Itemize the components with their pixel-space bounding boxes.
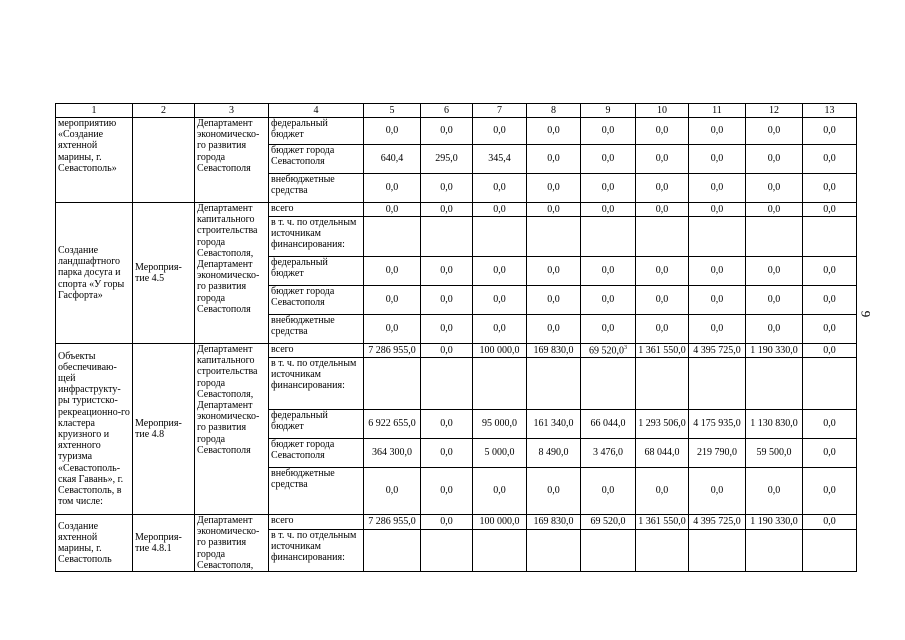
value-cell [473,358,527,410]
value-text: 0,0 [547,125,560,137]
value-text: 0,0 [655,323,669,335]
value-text: 0,0 [601,485,615,497]
value-cell [527,358,581,410]
value-text: 0,0 [823,265,836,277]
value-text: 1 293 506,0 [638,418,686,430]
value-cell [689,286,746,315]
value-cell [527,286,581,315]
value-cell [803,118,857,145]
value-text: 0,0 [493,323,506,335]
value-cell [581,515,636,530]
value-cell [527,529,581,571]
funding-source-cell: федеральный бюджет [269,410,364,439]
value-text: 0,0 [823,323,836,335]
value-cell [636,358,689,410]
value-text: 345,4 [488,153,511,165]
value-text: 0,0 [655,125,669,137]
value-cell [803,145,857,174]
value-text: 0,0 [710,125,724,137]
value-cell [689,410,746,439]
value-cell [636,118,689,145]
value-cell [473,203,527,217]
value-cell [364,410,421,439]
value-text: 0,0 [823,447,836,459]
header-cell: 4 [269,104,364,118]
value-text: 6 922 655,0 [368,418,416,430]
value-cell [746,217,803,257]
value-cell [803,468,857,515]
value-cell [364,315,421,344]
object-name-cell: Создание яхтенной марины, г. Севастополь [56,515,133,572]
value-text: 0,0 [767,323,781,335]
value-cell [364,203,421,217]
header-cell: 5 [364,104,421,118]
value-cell [421,468,473,515]
value-text: 7 286 955,0 [368,516,416,528]
value-cell [803,257,857,286]
value-cell [421,315,473,344]
value-cell [527,439,581,468]
value-text: 0,0 [440,323,453,335]
value-cell [581,439,636,468]
value-cell [803,410,857,439]
value-text: 0,0 [767,294,781,306]
value-text: 1 190 330,0 [750,344,798,356]
value-text: 4 395 725,0 [693,344,741,356]
value-cell [421,439,473,468]
value-text: 69 520,0 [590,516,626,528]
value-text: 219 790,0 [697,447,737,459]
value-cell [689,515,746,530]
value-cell [364,257,421,286]
footnote-mark: 3 [624,344,627,351]
table-row [56,515,857,530]
value-text: 0,0 [601,323,615,335]
value-text: 0,0 [823,153,836,165]
value-cell [473,344,527,358]
value-cell [527,203,581,217]
value-cell [473,286,527,315]
value-cell [636,315,689,344]
value-text: 0,0 [601,125,615,137]
value-cell [636,203,689,217]
value-cell [689,344,746,358]
value-cell [803,217,857,257]
value-text: 0,0 [655,153,669,165]
value-text: 0,0 [601,265,615,277]
value-cell [421,344,473,358]
value-cell [689,529,746,571]
value-text: 0,0 [823,294,836,306]
value-text: 0,0 [547,265,560,277]
value-text: 0,0 [655,485,669,497]
value-cell [421,217,473,257]
funding-source-cell: в т. ч. по отдельным источникам финансирования: [269,358,364,410]
value-text: 59 500,0 [756,447,792,459]
value-cell [803,529,857,571]
value-cell [746,410,803,439]
measure-cell: Мероприя-тие 4.8.1 [133,515,195,572]
value-cell [527,217,581,257]
value-text: 66 044,0 [590,418,626,430]
value-cell [473,118,527,145]
value-text: 0,0 [823,344,836,356]
value-text: 0,0 [601,294,615,306]
value-cell [421,529,473,571]
value-text: 100 000,0 [479,516,520,528]
value-text: 0,0 [710,294,724,306]
funding-source-cell: внебюджетные средства [269,174,364,203]
value-text: 0,0 [823,203,836,215]
value-text: 0,0 [823,182,836,194]
value-cell [581,529,636,571]
value-text: 100 000,0 [479,344,520,356]
value-text: 0,0 [601,182,615,194]
value-text: 161 340,0 [533,418,574,430]
value-cell [581,358,636,410]
value-cell [421,286,473,315]
header-cell: 1 [56,104,133,118]
value-text: 0,0 [767,125,781,137]
value-text: 0,0 [767,153,781,165]
value-text: 0,0 [823,125,836,137]
object-name-cell: Создание ландшафтного парка досуга и спорта «У горы Гасфорта» [56,203,133,344]
value-text: 0,0 [493,294,506,306]
value-cell [581,468,636,515]
value-cell [689,217,746,257]
value-text: 68 044,0 [644,447,680,459]
value-text: 0,0 [385,203,399,215]
value-cell [636,439,689,468]
value-text: 0,0 [710,203,724,215]
value-cell [473,410,527,439]
funding-source-cell: федеральный бюджет [269,257,364,286]
value-text: 0,0 [385,323,399,335]
header-cell: 9 [581,104,636,118]
value-text: 1 361 550,0 [638,516,686,528]
value-cell [746,344,803,358]
table-row [56,118,857,145]
value-cell [364,217,421,257]
value-text: 0,0 [440,182,453,194]
value-cell [689,358,746,410]
value-cell [581,217,636,257]
value-text: 0,0 [440,485,453,497]
header-cell: 11 [689,104,746,118]
value-cell [636,468,689,515]
value-cell [527,174,581,203]
value-text: 0,0 [385,265,399,277]
header-cell: 8 [527,104,581,118]
value-cell [581,315,636,344]
value-cell [689,118,746,145]
department-cell: Департамент экономическо-го развития города Севастополя [195,118,269,203]
value-cell [421,358,473,410]
value-text: 0,0 [547,153,560,165]
value-cell [473,257,527,286]
value-text: 7 286 955,0 [368,344,416,356]
value-cell [803,174,857,203]
value-cell [473,439,527,468]
funding-source-cell: всего [269,515,364,530]
funding-source-cell: в т. ч. по отдельным источникам финансирования: [269,217,364,257]
value-text: 4 395 725,0 [693,516,741,528]
page-number: 9 [858,310,874,318]
value-cell [689,203,746,217]
value-cell [689,174,746,203]
value-text: 0,0 [547,485,560,497]
department-cell: Департамент экономическо-го развития города Севастополя, [195,515,269,572]
value-cell [689,145,746,174]
department-cell: Департамент капитального строительства города Севастополя, Департамент экономическо-го развития города Севастополя [195,203,269,344]
value-text: 0,0 [440,203,453,215]
value-cell [636,145,689,174]
value-cell [473,174,527,203]
value-cell [636,286,689,315]
value-text: 1 361 550,0 [638,344,686,356]
value-cell [636,217,689,257]
value-cell [473,315,527,344]
value-cell [636,257,689,286]
value-cell [803,439,857,468]
value-text: 3 476,0 [593,447,623,459]
value-cell [746,118,803,145]
value-text: 169 830,0 [533,344,574,356]
value-cell [746,174,803,203]
measure-cell: Мероприя-тие 4.5 [133,203,195,344]
value-text: 0,0 [493,265,506,277]
value-cell [421,118,473,145]
value-text: 5 000,0 [484,447,515,459]
value-cell [421,257,473,286]
funding-source-cell: всего [269,203,364,217]
value-text: 0,0 [767,485,781,497]
value-text: 0,0 [385,125,399,137]
value-text: 95 000,0 [482,418,517,430]
value-text: 0,0 [767,182,781,194]
value-cell [803,358,857,410]
value-text: 0,0 [547,203,560,215]
value-cell [581,344,636,358]
value-cell [421,515,473,530]
value-cell [421,203,473,217]
value-text: 0,0 [823,516,836,528]
value-cell [527,118,581,145]
funding-source-cell: в т. ч. по отдельным источникам финансирования: [269,529,364,571]
header-cell: 7 [473,104,527,118]
value-text: 0,0 [440,265,453,277]
value-cell [746,515,803,530]
value-cell [746,315,803,344]
value-text: 0,0 [655,203,669,215]
value-cell [636,410,689,439]
value-cell [803,203,857,217]
value-cell [636,344,689,358]
funding-source-cell: бюджет города Севастополя [269,286,364,315]
header-cell: 13 [803,104,857,118]
value-text: 0,0 [710,265,724,277]
funding-source-cell: бюджет города Севастополя [269,439,364,468]
value-text: 0,0 [823,418,836,430]
value-cell [527,257,581,286]
value-text: 0,0 [767,265,781,277]
value-text: 0,0 [440,344,453,356]
value-cell [581,118,636,145]
value-text: 0,0 [601,203,615,215]
value-cell [364,468,421,515]
value-text: 0,0 [493,203,506,215]
value-cell [581,257,636,286]
value-cell [581,286,636,315]
value-cell [581,174,636,203]
value-text: 0,0 [547,294,560,306]
header-cell: 2 [133,104,195,118]
value-text: 0,0 [655,294,669,306]
value-cell [636,515,689,530]
table-row [56,203,857,217]
value-text: 1 190 330,0 [750,516,798,528]
value-cell [527,410,581,439]
value-cell [636,174,689,203]
value-cell [803,286,857,315]
header-cell: 12 [746,104,803,118]
value-cell [689,315,746,344]
value-cell [746,468,803,515]
value-text: 0,0 [601,153,615,165]
value-cell [364,439,421,468]
value-text: 0,0 [655,182,669,194]
budget-table [55,103,857,572]
object-name-cell: мероприятию «Создание яхтенной марины, г. Севастополь» [56,118,133,203]
value-cell [803,515,857,530]
value-text: 0,0 [440,294,453,306]
value-text: 8 490,0 [538,447,569,459]
value-cell [746,358,803,410]
value-text: 0,0 [767,203,781,215]
value-text: 0,0 [385,485,399,497]
header-row [56,104,857,118]
value-cell [689,468,746,515]
value-text: 0,0 [440,447,453,459]
value-cell [364,118,421,145]
value-cell [473,217,527,257]
value-cell [803,315,857,344]
value-cell [473,529,527,571]
value-cell [473,468,527,515]
value-text: 0,0 [385,294,399,306]
value-cell [527,315,581,344]
table-row [56,344,857,358]
value-text: 0,0 [655,265,669,277]
funding-source-cell: федеральный бюджет [269,118,364,145]
department-cell: Департамент капитального строительства города Севастополя, Департамент экономическо-го развития города Севастополя [195,344,269,515]
header-cell: 3 [195,104,269,118]
value-text: 0,0 [493,485,506,497]
value-cell [527,344,581,358]
value-cell [527,468,581,515]
header-cell: 6 [421,104,473,118]
value-cell [527,515,581,530]
value-text: 4 175 935,0 [693,418,741,430]
value-cell [364,515,421,530]
value-cell [581,145,636,174]
value-text: 364 300,0 [372,447,412,459]
value-cell [364,358,421,410]
value-cell [473,145,527,174]
value-text: 0,0 [710,182,724,194]
value-text: 69 520,0 [589,345,624,357]
value-cell [421,145,473,174]
value-cell [746,257,803,286]
value-cell [746,203,803,217]
object-name-cell: Объекты обеспечиваю-щей инфраструкту-ры туристско-рекреационно-го кластера круизного и яхтенного туризма «Севастополь-ская Гавань», г. Севастополь, в том числе: [56,344,133,515]
value-cell [364,344,421,358]
value-cell [473,515,527,530]
value-text: 0,0 [710,323,724,335]
value-text: 0,0 [547,182,560,194]
value-text: 0,0 [493,182,506,194]
value-cell [746,145,803,174]
value-cell [421,410,473,439]
value-text: 0,0 [440,418,453,430]
value-cell [636,529,689,571]
value-cell [581,410,636,439]
value-cell [746,439,803,468]
value-text: 0,0 [823,485,836,497]
value-cell [746,529,803,571]
value-text: 0,0 [493,125,506,137]
value-cell [581,203,636,217]
value-cell [364,286,421,315]
value-cell [364,145,421,174]
funding-source-cell: внебюджетные средства [269,468,364,515]
value-text: 169 830,0 [533,516,574,528]
value-cell [364,529,421,571]
value-text: 1 130 830,0 [750,418,798,430]
value-cell [746,286,803,315]
value-text: 0,0 [710,485,724,497]
value-cell [689,257,746,286]
funding-source-cell: бюджет города Севастополя [269,145,364,174]
value-text: 0,0 [440,125,453,137]
value-text: 295,0 [435,153,458,165]
measure-cell [133,118,195,203]
header-cell: 10 [636,104,689,118]
funding-source-cell: всего [269,344,364,358]
value-text: 0,0 [385,182,399,194]
value-cell [364,174,421,203]
funding-source-cell: внебюджетные средства [269,315,364,344]
value-cell [527,145,581,174]
value-cell [689,439,746,468]
value-cell [421,174,473,203]
value-text: 0,0 [547,323,560,335]
value-text: 0,0 [710,153,724,165]
measure-cell: Мероприя-тие 4.8 [133,344,195,515]
value-cell [803,344,857,358]
value-text: 0,0 [440,516,453,528]
value-text: 640,4 [380,153,404,165]
